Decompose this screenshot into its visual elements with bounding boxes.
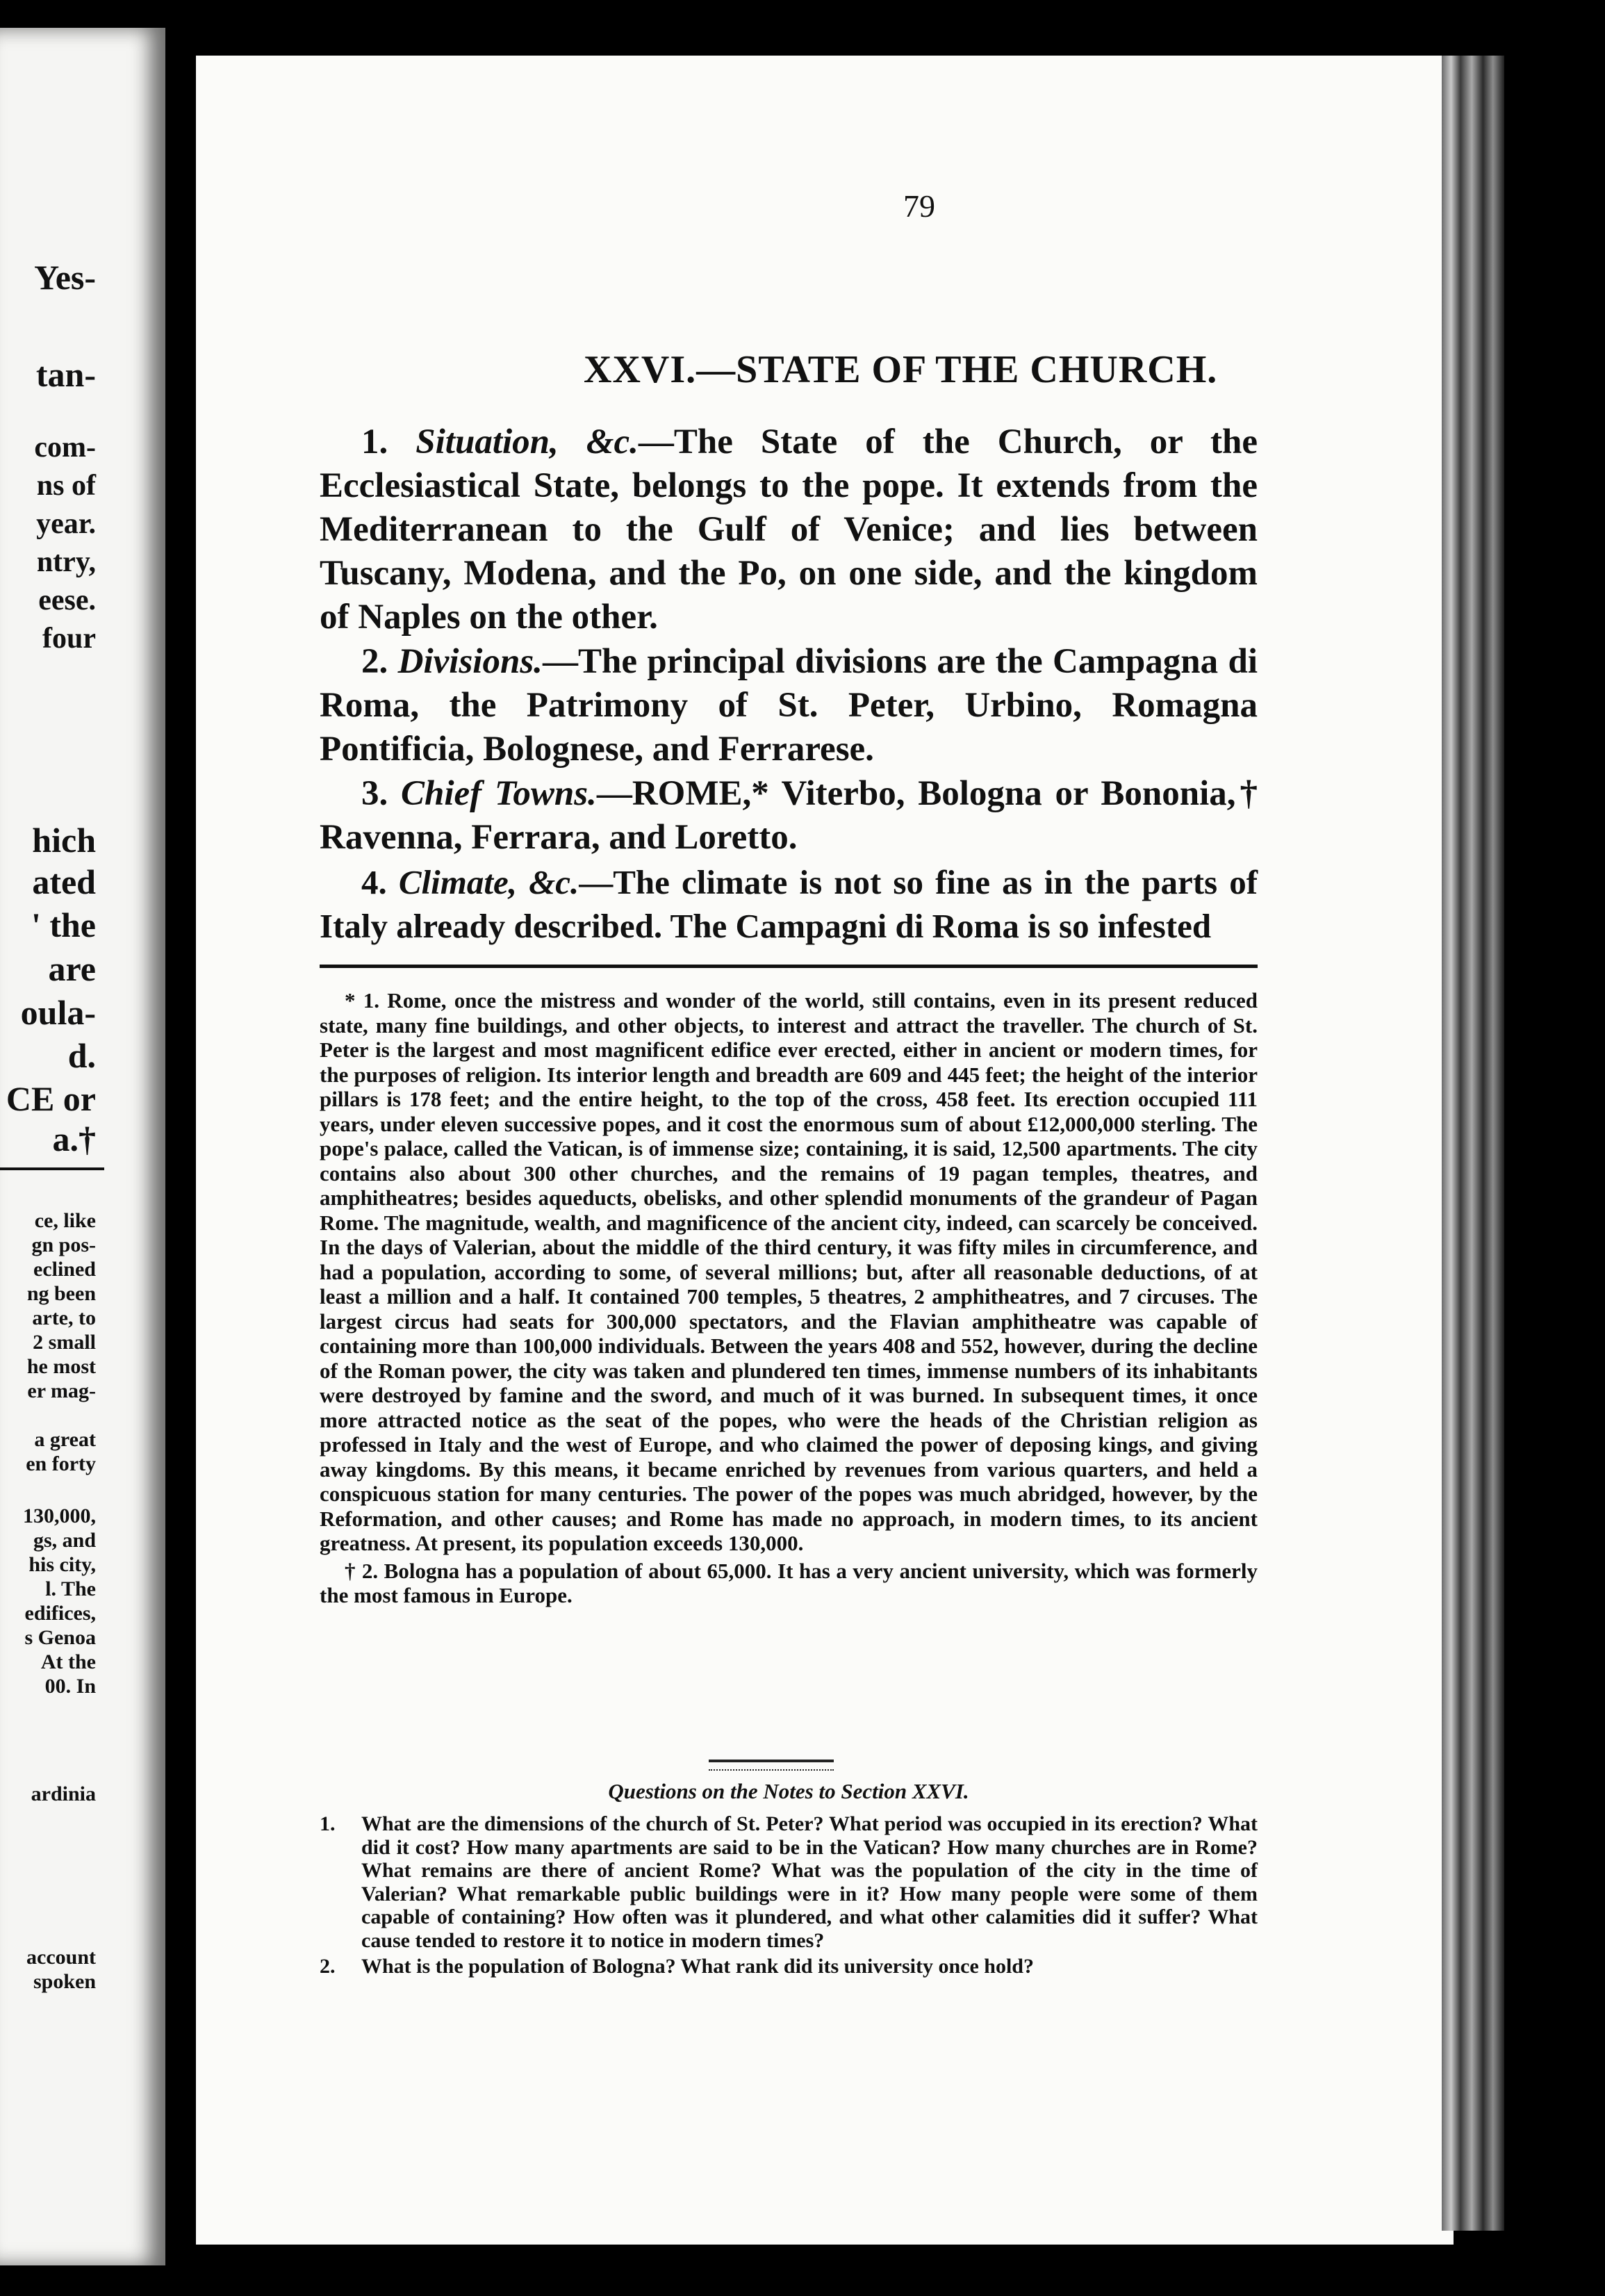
left-page-line: gs, and [33, 1529, 96, 1552]
footnote-rome: * 1. Rome, once the mistress and wonder of the world, still contains, even in its present reduced state, many fine buildings, and other objects, to interest and attract the traveller. The church of St. Peter is the largest and most magnificent edifice ever erected, either in ancient or modern times, for the purposes of religion. Its interior length and breadth are 609 and 445 feet; the height of the interior pillars is 178 feet; and the entire height, to the top of the cross, 458 feet. Its erection occupied 111 years, under eleven successive popes, and it cost the enormous sum of about £12,000,000 sterling. The pope's palace, called the Vatican, is of immense size; containing, it is said, 12,500 apartments. The city contains also about 300 other churches, and the remains of 19 pagan temples, theatres, and amphitheatres; besides aqueducts, obelisks, and other splendid monuments of the grandeur of Pagan Rome. The magnitude, wealth, and magnificence of the ancient city, indeed, can scarcely be conceived. In the days of Valerian, about the middle of the third century, it was fifty miles in circumference, and had a population, according to some, of several millions; but, after all reasonable deductions, of at least a million and a half. It contained 700 temples, 5 theatres, 2 amphitheatres, and 7 circuses. The largest circus had seats for 300,000 spectators, and the Flavian amphitheatre was capable of containing more than 100,000 individuals. Between the years 408 and 552, however, during the decline of the Roman power, the city was taken and plundered ten times, immense numbers of its inhabitants were destroyed by famine and the sword, and much of it was burned. In subsequent times, it once more attracted notice as the seat of the popes, who were the heads of the Christian religion as professed in Italy and the west of Europe, and who claimed the power of deposing kings, and giving away kingdoms. By this means, it became enriched by revenues from various quarters, and held a conspicuous station for many centuries. The power of the popes was much abridged, however, by the Reformation, and other causes; and Rome has made no approach, in modern times, to its ancient greatness. At present, its population exceeds 130,000. [320, 988, 1258, 1555]
questions-list [320, 1812, 1258, 1981]
paragraph-text: —ROME,* Viterbo, Bologna or Bononia,† Ravenna, Ferrara, and Loretto. [320, 774, 1258, 857]
left-page-line: ng been [26, 1282, 96, 1305]
left-page-line: four [42, 623, 96, 655]
question-number: 1. [320, 1812, 336, 1835]
paragraph-title: Divisions. [397, 642, 543, 681]
left-page-line: ntry, [36, 546, 96, 578]
question-item [320, 1812, 1258, 1952]
section-title: XXVI.—STATE OF THE CHURCH. [584, 348, 1218, 391]
paragraph-divisions [320, 640, 1258, 771]
left-page-line: a.† [52, 1120, 96, 1158]
footnote-rule [320, 965, 1258, 968]
paragraph-text: —The principal divisions are the Campagna di Roma, the Patrimony of St. Peter, Urbino, Romagna Pontificia, Bolognese, and Ferrarese. [320, 642, 1258, 769]
page-number: 79 [903, 188, 935, 224]
left-page-line: l. The [45, 1577, 96, 1600]
left-page-line: a great [34, 1428, 96, 1451]
book-page [196, 56, 1454, 2245]
paragraph-title: Situation, &c. [415, 423, 639, 461]
ornamental-divider [709, 1760, 834, 1771]
left-page-line: he most [26, 1355, 96, 1378]
paragraph-number: 2. [361, 642, 388, 681]
paragraph-number: 3. [361, 774, 388, 813]
left-page-line: ns of [36, 470, 96, 502]
left-page-fragment [0, 28, 165, 2265]
paragraph-situation [320, 420, 1258, 639]
question-item [320, 1955, 1258, 1978]
left-page-line: eclined [33, 1258, 96, 1281]
left-page-line: 00. In [44, 1675, 96, 1698]
paragraph-climate [320, 860, 1258, 948]
question-text: What is the population of Bologna? What rank did its university once hold? [361, 1955, 1034, 1978]
paragraph-text: —The State of the Church, or the Ecclesiastical State, belongs to the pope. It extends from the Mediterranean to the Gulf of Venice; and lies between Tuscany, Modena, and the Po, on one side, and the kingdom of Naples on the other. [320, 423, 1258, 637]
paragraph-title: Chief Towns. [400, 774, 597, 813]
left-page-line: er mag- [27, 1379, 96, 1402]
left-page-line: ated [32, 862, 96, 901]
left-page-line: edifices, [24, 1602, 96, 1625]
left-page-line: his city, [28, 1553, 96, 1576]
paragraph-chief-towns [320, 772, 1258, 860]
paragraph-number: 4. [361, 863, 387, 901]
page-edges [1442, 56, 1504, 2231]
left-page-line: tan- [35, 355, 96, 394]
question-text: What are the dimensions of the church of St. Peter? What period was occupied in its erection? What did it cost? How many apartments are said to be in the Vatican? How many churches are in Rome? What remains are there of ancient Rome? What was the population of the city in the time of Valerian? What remarkable public buildings were in it? How many people were some of them capable of containing? How often was it plundered, and what other calamities did it suffer? What cause tended to restore it to notice in modern times? [361, 1812, 1258, 1952]
left-page-line: 130,000, [23, 1504, 96, 1527]
left-page-line: d. [67, 1036, 96, 1075]
question-number: 2. [320, 1955, 336, 1978]
left-page-line: com- [34, 432, 96, 464]
left-page-line: At the [40, 1650, 96, 1673]
left-page-line: account [26, 1946, 96, 1969]
main-text [320, 420, 1258, 949]
left-page-line: oula- [20, 993, 96, 1032]
questions-heading: Questions on the Notes to Section XXVI. [608, 1779, 969, 1803]
left-page-line: arte, to [32, 1306, 96, 1329]
left-page-line: hich [32, 821, 96, 860]
left-page-line: are [48, 949, 96, 988]
paragraph-number: 1. [361, 423, 388, 461]
left-page-rule [0, 1167, 104, 1170]
left-page-line: en forty [26, 1452, 96, 1475]
footnote-bologna: † 2. Bologna has a population of about 65,000. It has a very ancient university, which was formerly the most famous in Europe. [320, 1558, 1258, 1607]
left-page-line: s Genoa [24, 1626, 96, 1649]
paragraph-title: Climate, &c. [398, 863, 579, 901]
left-page-line: 2 small [33, 1331, 96, 1354]
left-page-line: ce, like [34, 1209, 96, 1232]
paragraph-text: —The climate is not so fine as in the parts of Italy already described. The Campagni di Roma is so infested [320, 863, 1258, 945]
footnotes [320, 988, 1258, 1611]
left-page-line: spoken [33, 1970, 96, 1993]
left-page-line: ' the [31, 905, 96, 944]
left-page-line: gn pos- [31, 1233, 96, 1256]
left-page-line: CE or [6, 1079, 96, 1118]
left-page-line: Yes- [34, 258, 96, 297]
left-page-line: year. [36, 508, 96, 540]
left-page-line: ardinia [31, 1782, 96, 1805]
left-page-line: eese. [38, 584, 96, 616]
